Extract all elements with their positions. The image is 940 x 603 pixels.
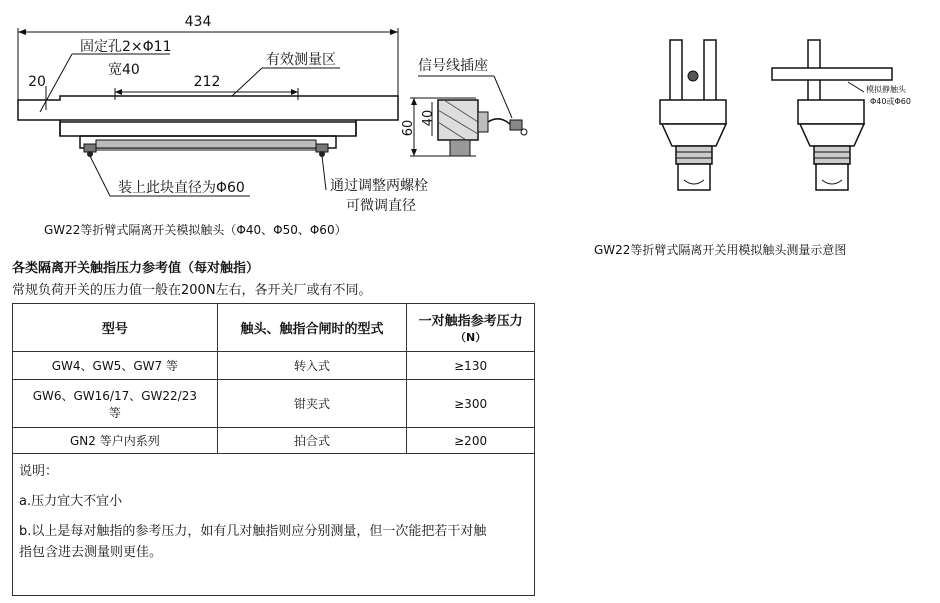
row-type: 转入式 [217, 352, 407, 380]
dim-total: 434 [184, 14, 212, 30]
diagram-caption: GW22等折臂式隔离开关用模拟触头测量示意图 [594, 243, 847, 257]
pressure-table [12, 303, 535, 596]
drawing-caption: GW22等折臂式隔离开关模拟触头（Φ40、Φ50、Φ60） [44, 223, 347, 237]
note-a: a.压力宜大不宜小 [19, 494, 123, 509]
row-pressure: ≥200 [407, 428, 535, 454]
note-b-line2: 指包含进去测量则更佳。 [19, 545, 163, 560]
notes-title: 说明： [19, 464, 59, 479]
row-type: 拍合式 [217, 428, 407, 454]
dim-left: 20 [28, 74, 46, 90]
notes-row [13, 454, 535, 596]
hole-note: 固定孔2×Φ11 [80, 39, 172, 55]
width-note: 宽40 [108, 62, 140, 78]
section-title: 各类隔离开关触指压力参考值（每对触指） [12, 261, 260, 276]
simulated-contact-drawing [0, 0, 560, 240]
header-pressure-unit: （N） [455, 331, 487, 344]
table-row [13, 380, 535, 428]
table-row [13, 428, 535, 454]
row-type: 钳夹式 [217, 380, 407, 428]
table-header-row [13, 304, 535, 352]
notes-cell [13, 454, 535, 596]
adjust-note-1: 通过调整两螺栓 [330, 178, 428, 194]
measurement-diagram [580, 0, 930, 270]
note-b [19, 521, 530, 563]
dim-height-outer: 60 [401, 119, 416, 137]
section-intro: 常规负荷开关的压力值一般在200N左右，各开关厂或有不同。 [12, 283, 372, 298]
row-model: GN2 等户内系列 [13, 428, 218, 454]
table-row [13, 352, 535, 380]
row-pressure: ≥130 [407, 352, 535, 380]
header-pressure [407, 304, 535, 352]
dim-height-inner: 40 [421, 109, 436, 127]
header-type: 触头、触指合闸时的型式 [217, 304, 407, 352]
signal-socket-label: 信号线插座 [418, 58, 488, 74]
block-note: 装上此块直径为Φ60 [118, 180, 245, 196]
effective-zone-label: 有效测量区 [266, 52, 336, 68]
adjust-note-2: 可微调直径 [346, 198, 416, 214]
header-model: 型号 [13, 304, 218, 352]
row-pressure: ≥300 [407, 380, 535, 428]
dim-middle: 212 [193, 74, 221, 90]
diagram-label-1: 模拟静触头 [866, 85, 906, 94]
note-b-line1: b.以上是每对触指的参考压力，如有几对触指则应分别测量，但一次能把若干对触 [19, 524, 487, 539]
row-model: GW6、GW16/17、GW22/23 等 [13, 380, 218, 428]
header-pressure-line1: 一对触指参考压力 [418, 314, 523, 329]
diagram-label-2: Φ40或Φ60 [870, 97, 911, 106]
row-model: GW4、GW5、GW7 等 [13, 352, 218, 380]
